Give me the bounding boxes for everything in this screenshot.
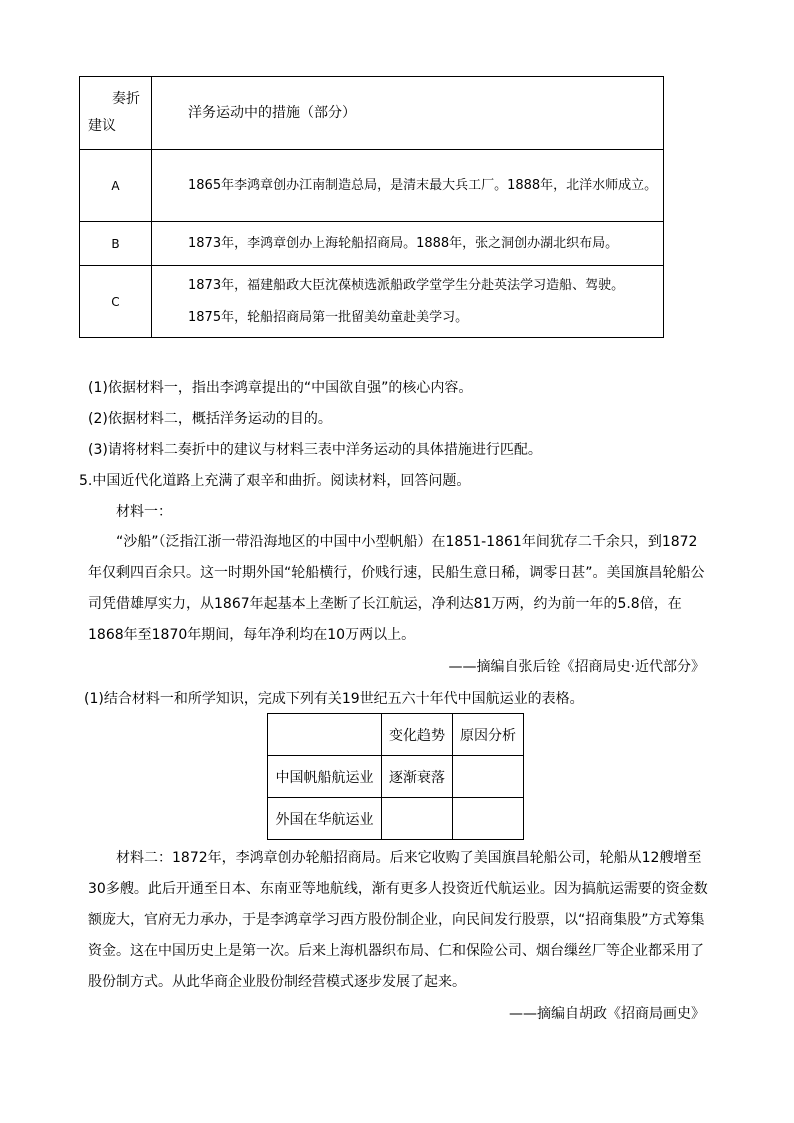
row-text-line2: 1875年，轮船招商局第一批留美幼童赴美学习。	[188, 309, 469, 325]
table-row	[268, 756, 524, 798]
reason-cell	[453, 756, 524, 798]
row-label: A	[80, 150, 152, 222]
header-proposal-line1: 奏折	[112, 91, 140, 107]
header-proposal-line2: 建议	[88, 118, 116, 134]
table-header-row	[268, 714, 524, 756]
material-1-label: 材料一：	[116, 504, 172, 520]
question-3: (3)请将材料二奏折中的建议与材料三表中洋务运动的具体措施进行匹配。	[88, 442, 542, 458]
shipping-table	[267, 713, 524, 840]
material-2-source: ——摘编自胡政《招商局画史》	[509, 1006, 705, 1022]
sub-question-1: (1)结合材料一和所学知识，完成下列有关19世纪五六十年代中国航运业的表格。	[84, 691, 584, 707]
table-header-row	[80, 77, 664, 150]
row-label: B	[80, 222, 152, 266]
reason-cell	[453, 798, 524, 840]
header-proposal-cell	[80, 77, 152, 150]
material-2-text: 材料二：1872年，李鸿章创办轮船招商局。后来它收购了美国旗昌轮船公司，轮船从12艘增至30多艘。此后开通至日本、东南亚等地航线，渐有更多人投资近代航运业。因为搞航运需要的资金数额庞大，官府无力承办，于是李鸿章学习西方股份制企业，向民间发行股票，以“招商集股”方式筹集资金。这在中国历史上是第一次。后来上海机器织布局、仁和保险公司、烟台缫丝厂等企业都采用了股份制方式。从此华商企业股份制经营模式逐步发展了起来。	[88, 850, 708, 990]
row-text: 1873年，李鸿章创办上海轮船招商局。1888年，张之洞创办湖北织布局。	[152, 222, 664, 266]
question-5-title: 5.中国近代化道路上充满了艰辛和曲折。阅读材料，回答问题。	[79, 473, 471, 489]
header-trend: 变化趋势	[382, 714, 453, 756]
table-row	[80, 266, 664, 338]
trend-cell: 逐渐衰落	[382, 756, 453, 798]
row-label: 外国在华航运业	[268, 798, 382, 840]
row-text-multi	[152, 266, 664, 338]
measures-table	[79, 76, 664, 338]
trend-cell	[382, 798, 453, 840]
table-row	[268, 798, 524, 840]
row-text-line1: 1873年，福建船政大臣沈葆桢选派船政学堂学生分赴英法学习造船、驾驶。	[188, 277, 625, 293]
row-label: C	[80, 266, 152, 338]
table-row	[80, 150, 664, 222]
question-2: (2)依据材料二，概括洋务运动的目的。	[88, 411, 332, 427]
header-reason: 原因分析	[453, 714, 524, 756]
row-text: 1865年李鸿章创办江南制造总局，是清末最大兵工厂。1888年，北洋水师成立。	[152, 150, 664, 222]
material-1-source: ——摘编自张后铨《招商局史·近代部分》	[448, 659, 705, 675]
header-blank	[268, 714, 382, 756]
header-measures-cell: 洋务运动中的措施（部分）	[152, 77, 664, 150]
material-1-text: “沙船”（泛指江浙一带沿海地区的中国中小型帆船）在1851-1861年间犹存二千余只，到1872年仅剩四百余只。这一时期外国“轮船横行，价贱行速，民船生意日稀，调零日甚”。美国旗昌轮船公司凭借雄厚实力，从1867年起基本上垄断了长江航运，净利达81万两，约为前一年的5.8倍，在1868年至1870年期间，每年净利均在10万两以上。	[88, 534, 705, 643]
row-label: 中国帆船航运业	[268, 756, 382, 798]
question-1: (1)依据材料一，指出李鸿章提出的“中国欲自强”的核心内容。	[88, 380, 473, 396]
table-row	[80, 222, 664, 266]
